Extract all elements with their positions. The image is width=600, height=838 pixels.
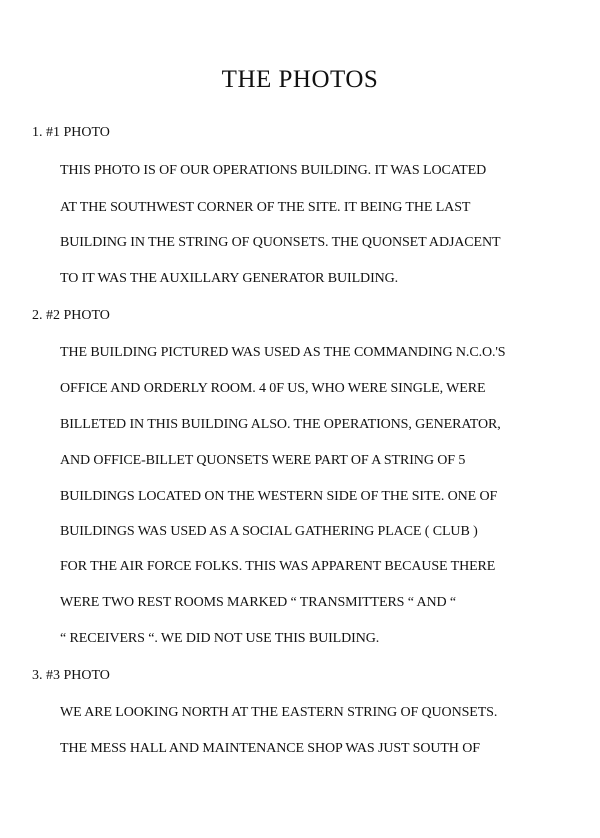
section-2-line-6: BUILDINGS WAS USED AS A SOCIAL GATHERING PLACE ( CLUB ) [60, 524, 478, 539]
page-title: THE PHOTOS [221, 66, 379, 93]
section-2-line-8: WERE TWO REST ROOMS MARKED “ TRANSMITTERS “ AND “ [60, 595, 457, 610]
section-3-line-2: THE MESS HALL AND MAINTENANCE SHOP WAS JUST SOUTH OF [60, 741, 480, 756]
section-3-line-1: WE ARE LOOKING NORTH AT THE EASTERN STRING OF QUONSETS. [60, 705, 498, 720]
section-2-line-4: AND OFFICE-BILLET QUONSETS WERE PART OF A STRING OF 5 [60, 453, 466, 468]
section-heading-1: 1. #1 PHOTO [32, 125, 110, 140]
section-heading-2: 2. #2 PHOTO [32, 308, 110, 323]
section-2-line-2: OFFICE AND ORDERLY ROOM. 4 0F US, WHO WERE SINGLE, WERE [60, 381, 486, 396]
section-2-line-7: FOR THE AIR FORCE FOLKS. THIS WAS APPARENT BECAUSE THERE [60, 559, 496, 574]
section-2-line-1: THE BUILDING PICTURED WAS USED AS THE COMMANDING N.C.O.'S [60, 345, 506, 360]
section-2-line-9: “ RECEIVERS “. WE DID NOT USE THIS BUILDING. [60, 631, 380, 646]
section-2-line-5: BUILDINGS LOCATED ON THE WESTERN SIDE OF THE SITE. ONE OF [60, 489, 498, 504]
section-heading-3: 3. #3 PHOTO [32, 668, 110, 683]
section-1-line-4: TO IT WAS THE AUXILLARY GENERATOR BUILDING. [60, 271, 399, 286]
section-1-line-3: BUILDING IN THE STRING OF QUONSETS. THE QUONSET ADJACENT [60, 235, 501, 250]
section-2-line-3: BILLETED IN THIS BUILDING ALSO. THE OPERATIONS, GENERATOR, [60, 417, 501, 432]
section-1-line-2: AT THE SOUTHWEST CORNER OF THE SITE. IT BEING THE LAST [60, 200, 471, 215]
section-1-line-1: THIS PHOTO IS OF OUR OPERATIONS BUILDING. IT WAS LOCATED [60, 163, 487, 178]
